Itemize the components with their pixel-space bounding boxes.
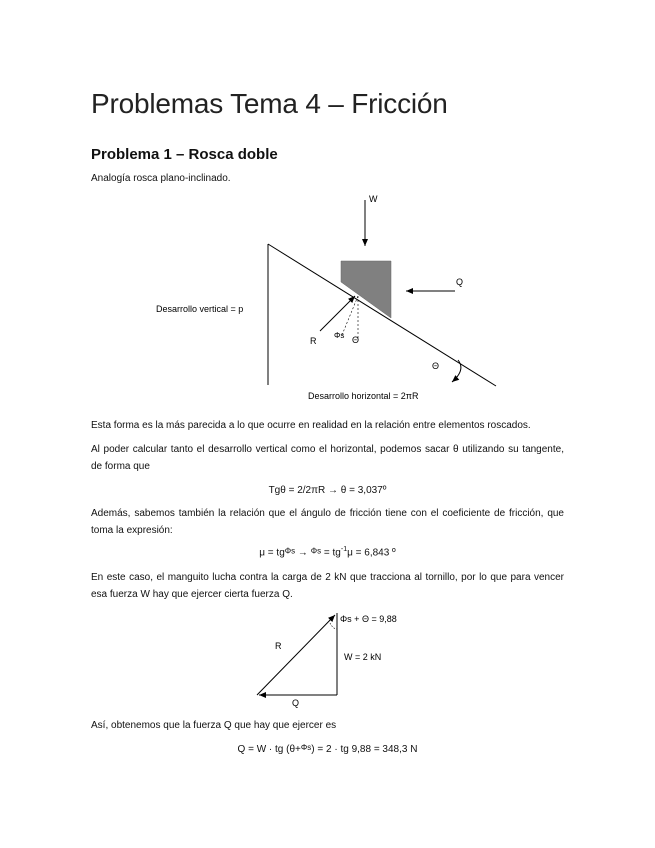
normal-dashed: [342, 296, 358, 335]
force-triangle-diagram: [240, 605, 420, 710]
phi-label: Φs: [334, 331, 345, 340]
equation-3: [91, 743, 564, 755]
intro-text: Analogía rosca plano-inclinado.: [91, 173, 231, 184]
eq2-phi-2: Φs: [310, 546, 322, 556]
paragraph-1: Esta forma es la más parecida a lo que ocurre en realidad en la relación entre elementos roscados.: [91, 420, 531, 431]
paragraph-5: Así, obtenemos que la fuerza Q que hay que ejercer es: [91, 720, 337, 731]
r-arrow: [320, 296, 355, 331]
inclined-plane-diagram: [0, 0, 655, 410]
eq2-left: μ = tg: [259, 547, 285, 559]
eq3-left: Q = W · tg (θ+: [237, 744, 301, 755]
eq2-phi-1: Φs: [284, 546, 296, 556]
paragraph-4: En este caso, el manguito lucha contra la carga de 2 kN que tracciona al tornillo, por lo que para vencer esa fuerza W hay que ejercer cierta fuerza Q.: [91, 572, 564, 600]
angle-arc: [330, 623, 337, 629]
equation-1: Tgθ = 2/2πR → θ = 3,037º: [268, 485, 387, 496]
paragraph-2: Al poder calcular tanto el desarrollo vertical como el horizontal, podemos sacar θ utilizando su tangente, de forma que: [91, 444, 564, 472]
triangle-angle-label: Φs + Θ = 9,88: [340, 614, 397, 624]
paragraph-3: Además, sabemos también la relación que el ángulo de fricción tiene con el coeficiente de fricción, que toma la expresión:: [91, 508, 564, 536]
triangle-r-label: R: [275, 641, 282, 651]
equation-2: [91, 546, 564, 558]
eq2-arrow: →: [295, 547, 311, 559]
horizontal-label: Desarrollo horizontal = 2πR: [308, 391, 419, 401]
eq2-right: μ = 6,843 º: [347, 547, 396, 559]
q-label: Q: [456, 277, 464, 287]
eq2-sup: -1: [340, 546, 348, 553]
eq3-phi: Φs: [300, 743, 312, 752]
eq2-mid: = tg: [321, 547, 341, 559]
eq3-right: ) = 2 · tg 9,88 = 348,3 N: [311, 744, 418, 755]
page-title: Problemas Tema 4 – Fricción: [91, 88, 448, 119]
theta-arc: [452, 360, 461, 382]
w-label: W: [369, 194, 378, 204]
block: [341, 261, 391, 318]
r-side: [257, 615, 335, 695]
r-label: R: [310, 336, 317, 346]
theta-arc-label: Θ: [432, 361, 440, 371]
problem-heading: Problema 1 – Rosca doble: [91, 146, 278, 163]
vertical-label: Desarrollo vertical = p: [156, 304, 244, 314]
theta-label: Θ: [352, 335, 360, 345]
triangle-q-label: Q: [292, 698, 300, 708]
triangle-w-label: W = 2 kN: [344, 652, 382, 662]
